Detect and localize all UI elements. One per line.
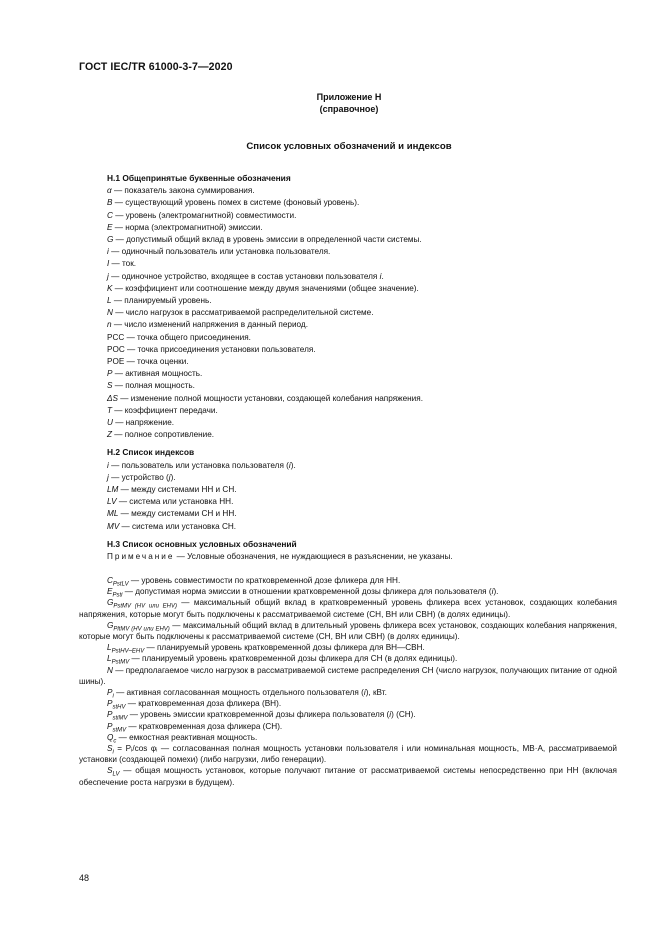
definition: — уровень эмиссии кратковременной дозы фликера пользователя (: [127, 710, 390, 720]
definition: — точка общего присоединения.: [124, 332, 251, 342]
annex-subtitle: (справочное): [319, 104, 379, 114]
symbol: Q: [107, 732, 114, 742]
symbol: I: [107, 259, 110, 269]
list-item: [107, 472, 617, 484]
list-item: [107, 380, 617, 392]
definition: — предполагаемое число нагрузок в рассматриваемой системе распределения СН (число нагрузок, получающих питание от одной шины).: [79, 665, 617, 686]
definition-paragraph: [79, 597, 617, 619]
list-item: [107, 307, 617, 319]
symbol: G: [107, 235, 114, 245]
definition-paragraph: [79, 709, 617, 723]
definition: — между системами НН и СН.: [118, 485, 237, 495]
page-number: 48: [79, 873, 90, 883]
definition-paragraph: [79, 743, 617, 765]
symbol: L: [107, 296, 112, 306]
list-item: [107, 222, 617, 234]
list-item: [107, 332, 617, 344]
symbol: ΔS: [107, 393, 118, 403]
section-h2-title: H.2 Список индексов: [107, 447, 195, 458]
definition: — общая мощность установок, которые получают питание от рассматриваемой системы непосредственно при НН (включая обеспечение роста нагрузки в будущем).: [79, 766, 617, 787]
symbol-ref: i: [389, 710, 392, 720]
definition: — коэффициент или соотношение между двумя значениями (общее значение).: [112, 283, 419, 293]
definition-end: ).: [170, 472, 176, 482]
symbol-subscript: stHV: [112, 704, 126, 711]
symbol-subscript: LV: [112, 772, 120, 779]
note-label: Примечание: [107, 552, 175, 562]
symbol: P: [107, 699, 113, 709]
symbol: j: [107, 271, 109, 281]
symbol: i: [107, 247, 109, 257]
definition-end: ), кВт.: [365, 688, 387, 698]
definition: — показатель закона суммирования.: [111, 186, 255, 196]
definition-end: .: [381, 271, 384, 281]
definition: — кратковременная доза фликера (СН).: [126, 721, 283, 731]
definition: — максимальный общий вклад в длительный уровень фликера всех установок, создающих колебания напряжения, которые могут быть подключены к рассматриваемой системе (СН, ВН или СВН) (в долях единицы).: [79, 620, 617, 642]
symbol: S: [107, 766, 113, 776]
list-item: [107, 460, 617, 472]
definition: — ток.: [109, 259, 137, 269]
definition: — уровень (электромагнитной) совместимости.: [112, 210, 297, 220]
symbol: P: [107, 710, 113, 720]
symbol: L: [107, 643, 112, 653]
definition: — точка оценки.: [124, 357, 189, 367]
symbol: L: [107, 654, 112, 664]
definition-paragraph: [79, 732, 617, 743]
symbol: N: [107, 665, 113, 675]
symbol-subscript: stiMV: [112, 716, 128, 723]
definition-end: ).: [290, 460, 296, 470]
list-item: [107, 356, 617, 368]
list-item: [107, 368, 617, 380]
definition: — допустимый общий вклад в уровень эмиссии в определенной части системы.: [113, 235, 422, 245]
symbol: G: [107, 598, 114, 608]
symbol: G: [107, 620, 114, 630]
symbol: n: [107, 320, 112, 330]
symbol-ref: i: [491, 587, 494, 597]
symbol-subscript: PstHV–EHV: [111, 648, 145, 655]
definition-end: ) (СН).: [391, 710, 416, 720]
definition: — полная мощность.: [112, 381, 195, 391]
symbol: E: [107, 222, 113, 232]
symbol: S: [107, 744, 113, 754]
symbol-subscript: i: [112, 749, 114, 756]
list-item: [107, 197, 617, 209]
list-item: [107, 283, 617, 295]
list-item: [107, 521, 617, 533]
section-heading: Список условных обозначений и индексов: [246, 141, 452, 152]
definition: = Pᵢ/cos φᵢ — согласованная полная мощность установки пользователя i или номинальная мощность, МВ·А, рассматриваемой установки (создающей помехи) (либо нагрузки, либо генерации).: [79, 744, 617, 765]
definition-paragraph: [79, 653, 617, 667]
list-item: [107, 484, 617, 496]
symbol: POE: [107, 357, 125, 367]
definition: — максимальный общий вклад в кратковременный уровень фликера всех установок, создающих колебания напряжения, которые могут быть подключены к рассматриваемой системе (СН, ВН или СВН) (в долях единицы).: [79, 598, 617, 619]
symbol: LM: [107, 485, 119, 495]
symbol-subscript: i: [112, 693, 114, 700]
definition: — точка присоединения установки пользователя.: [124, 344, 316, 354]
definition: — активная мощность.: [112, 369, 203, 379]
symbol-subscript: PstLV: [112, 581, 129, 588]
definition: — система или установка НН.: [116, 497, 234, 507]
symbol: K: [107, 283, 113, 293]
h2-list: [107, 460, 617, 533]
h1-list: [107, 185, 617, 441]
definition: — число нагрузок в рассматриваемой распределительной системе.: [112, 308, 374, 318]
list-item: [107, 271, 617, 283]
definition: — между системами СН и НН.: [118, 509, 237, 519]
symbol: P: [107, 688, 113, 698]
list-item: [107, 295, 617, 307]
h3-paragraphs: [79, 575, 617, 788]
list-item: [107, 246, 617, 258]
symbol: i: [107, 460, 109, 470]
definition-paragraph: [79, 687, 617, 698]
symbol: S: [107, 381, 113, 391]
definition-paragraph: [79, 765, 617, 787]
note: [107, 551, 617, 563]
definition: — число изменений напряжения в данный период.: [111, 320, 308, 330]
section-h3-title: H.3 Список основных условных обозначений: [107, 538, 297, 549]
symbol-ref: i: [363, 688, 366, 698]
symbol-subscript: PstMV: [111, 660, 130, 667]
definition: — одиночный пользователь или установка пользователя.: [108, 247, 331, 257]
list-item: [107, 234, 617, 246]
symbol: PCC: [107, 332, 125, 342]
symbol: P: [107, 721, 113, 731]
document-header: ГОСТ IEC/TR 61000-3-7—2020: [79, 61, 233, 73]
symbol: B: [107, 198, 113, 208]
symbol: T: [107, 405, 113, 415]
symbol-subscript: stMV: [112, 727, 127, 734]
symbol-subscript: Psti: [112, 592, 123, 599]
list-item: [107, 344, 617, 356]
definition-paragraph: [79, 586, 617, 597]
definition-paragraph: [79, 698, 617, 709]
symbol-ref: i: [288, 460, 291, 470]
symbol: POC: [107, 344, 125, 354]
list-item: [107, 185, 617, 197]
list-item: [107, 429, 617, 441]
list-item: [107, 405, 617, 417]
definition: — пользователь или установка пользователя (: [108, 460, 289, 470]
definition-paragraph: [79, 620, 617, 642]
list-item: [107, 258, 617, 270]
definition: — допустимая норма эмиссии в отношении кратковременной дозы фликера для пользователя (: [122, 587, 492, 597]
symbol: LV: [107, 497, 117, 507]
definition: — устройство (: [108, 472, 169, 482]
list-item: [107, 417, 617, 429]
definition: — планируемый уровень.: [111, 296, 212, 306]
definition: — кратковременная доза фликера (ВН).: [125, 699, 282, 709]
definition: — активная согласованная мощность отдельного пользователя (: [113, 688, 364, 698]
symbol: α: [107, 186, 112, 196]
symbol-subscript: PstMV (HV или EHV): [113, 604, 177, 611]
symbol-subscript: c: [113, 738, 117, 745]
symbol: E: [107, 587, 113, 597]
definition: — коэффициент передачи.: [112, 405, 218, 415]
definition: — норма (электромагнитной) эмиссии.: [112, 222, 263, 232]
definition: — полное сопротивление.: [112, 430, 215, 440]
definition-paragraph: [79, 665, 617, 687]
symbol: C: [107, 576, 113, 585]
symbol: U: [107, 418, 113, 428]
symbol: N: [107, 308, 113, 318]
symbol: C: [107, 210, 113, 220]
symbol-subscript: PltMV (HV или EHV): [113, 626, 170, 633]
definition: — емкостная реактивная мощность.: [116, 732, 258, 742]
list-item: [107, 210, 617, 222]
definition-paragraph: [79, 575, 617, 586]
definition-end: ).: [493, 587, 499, 597]
list-item: [107, 319, 617, 331]
definition: — планируемый уровень кратковременной дозы фликера для ВН—СВН.: [144, 643, 425, 653]
section-h1-title: H.1 Общепринятые буквенные обозначения: [107, 173, 291, 183]
symbol: P: [107, 369, 113, 379]
symbol-ref: j: [168, 472, 171, 482]
note-text: — Условные обозначения, не нуждающиеся в разъяснении, не указаны.: [174, 552, 453, 562]
definition-paragraph: [79, 642, 617, 653]
definition: — система или установка СН.: [119, 521, 237, 531]
list-item: [107, 393, 617, 405]
symbol: ML: [107, 509, 119, 519]
list-item: [107, 496, 617, 508]
symbol-ref: i: [379, 271, 382, 281]
symbol: MV: [107, 521, 120, 531]
list-item: [107, 508, 617, 520]
definition: — изменение полной мощности установки, создающей колебания напряжения.: [117, 393, 423, 403]
definition: — существующий уровень помех в системе (фоновый уровень).: [112, 198, 360, 208]
definition: — уровень совместимости по кратковременной дозе фликера для НН.: [128, 576, 401, 585]
annex-title: Приложение H: [316, 92, 382, 102]
symbol: Z: [107, 430, 113, 440]
definition-paragraph: [79, 721, 617, 732]
definition: — одиночное устройство, входящее в состав установки пользователя: [108, 271, 380, 281]
sections-list: [107, 166, 617, 567]
definition: — планируемый уровень кратковременной дозы фликера для СН (в долях единицы).: [129, 654, 458, 664]
definition: — напряжение.: [112, 418, 175, 428]
symbol: j: [107, 472, 109, 482]
